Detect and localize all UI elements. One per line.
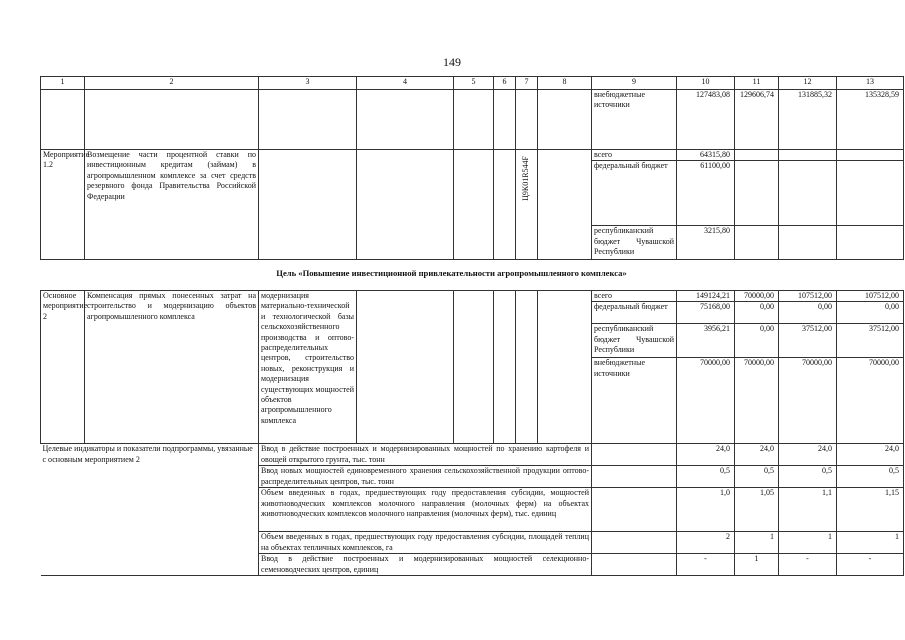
value-cell: 0,00 xyxy=(735,324,779,358)
indicator-text: Ввод в действие построенных и модернизированных мощностей селекционно-семеноводческих центров, единиц xyxy=(259,554,592,576)
value-cell: 70000,00 xyxy=(735,358,779,444)
value-cell: 37512,00 xyxy=(837,324,904,358)
funding-source: республиканский бюджет Чувашской Республики xyxy=(592,324,677,358)
value-cell: 70000,00 xyxy=(779,358,837,444)
value-cell: 1,05 xyxy=(735,488,779,532)
value-cell: 1 xyxy=(735,532,779,554)
table-row xyxy=(41,150,904,161)
funding-source: федеральный бюджет xyxy=(592,302,677,324)
main-activity-goal: модернизация материально-технической и технологической базы сельскохозяйственного производства и оптово-распределительных центров, строительство новых, реконструкция и модернизация существующих мощностей объектов агропромышленного комплекса xyxy=(259,291,357,444)
value-cell: 107512,00 xyxy=(837,291,904,302)
value-cell: 1 xyxy=(779,532,837,554)
value-cell: 1 xyxy=(837,532,904,554)
indicator-text: Ввод в действие построенных и модернизированных мощностей по хранению картофеля и овощей открытого грунта, тыс. тонн xyxy=(259,444,592,466)
col-header: 5 xyxy=(454,77,494,90)
indicator-text: Ввод новых мощностей единовременного хранения сельскохозяйственной продукции оптово-распределительных центров, тыс. тонн xyxy=(259,466,592,488)
value-cell: 1 xyxy=(735,554,779,576)
goal-heading: Цель «Повышение инвестиционной привлекательности агропромышленного комплекса» xyxy=(276,268,627,278)
indicator-row xyxy=(41,444,904,466)
column-number-row xyxy=(41,77,904,90)
funding-source: всего xyxy=(592,150,677,161)
value-cell: 0,5 xyxy=(677,466,735,488)
funding-source: всего xyxy=(592,291,677,302)
value-cell: 1,0 xyxy=(677,488,735,532)
value-cell: 0,00 xyxy=(779,302,837,324)
value-cell: 131885,32 xyxy=(779,90,837,150)
col-header: 13 xyxy=(837,77,904,90)
funding-source: внебюджетные источники xyxy=(592,358,677,444)
main-activity-label: Основное мероприятие 2 xyxy=(41,291,85,444)
value-cell: 64315,80 xyxy=(677,150,735,161)
value-cell: 0,00 xyxy=(735,302,779,324)
table-row xyxy=(41,90,904,150)
budget-code xyxy=(516,150,538,260)
value-cell: 24,0 xyxy=(837,444,904,466)
value-cell: 37512,00 xyxy=(779,324,837,358)
budget-code-text: Ц9К01R544F xyxy=(521,156,531,201)
col-header: 3 xyxy=(259,77,357,90)
value-cell: - xyxy=(837,554,904,576)
value-cell: 70000,00 xyxy=(677,358,735,444)
funding-table-continued xyxy=(40,76,904,260)
col-header: 10 xyxy=(677,77,735,90)
measure-description: Возмещение части процентной ставки по инвестиционным кредитам (займам) в агропромышленном комплексе за счет средств резервного фонда Правительства Российской Федерации xyxy=(85,150,259,260)
value-cell: - xyxy=(779,554,837,576)
value-cell: 0,5 xyxy=(735,466,779,488)
value-cell: 107512,00 xyxy=(779,291,837,302)
measure-label: Мероприятие 1.2 xyxy=(41,150,85,260)
value-cell: 75168,00 xyxy=(677,302,735,324)
value-cell: 1,15 xyxy=(837,488,904,532)
value-cell: 1,1 xyxy=(779,488,837,532)
col-header: 9 xyxy=(592,77,677,90)
value-cell: 135328,59 xyxy=(837,90,904,150)
col-header: 1 xyxy=(41,77,85,90)
value-cell: 0,5 xyxy=(779,466,837,488)
col-header: 2 xyxy=(85,77,259,90)
indicators-label: Целевые индикаторы и показатели подпрограммы, увязанные с основным мероприятием 2 xyxy=(41,444,259,576)
value-cell: 24,0 xyxy=(735,444,779,466)
value-cell: - xyxy=(677,554,735,576)
main-activity-description: Компенсация прямых понесенных затрат на строительство и модернизацию объектов агропромышленного комплекса xyxy=(85,291,259,444)
value-cell: 129606,74 xyxy=(735,90,779,150)
funding-source: внебюджетные источники xyxy=(592,90,677,150)
value-cell: 24,0 xyxy=(677,444,735,466)
indicator-text: Объем введенных в годах, предшествующих году предоставления субсидии, мощностей животноводческих комплексов молочного направления (молочных ферм) на объектах животноводческих комплексов молочного направления (молочных ферм), тыс. единиц xyxy=(259,488,592,532)
value-cell: 127483,08 xyxy=(677,90,735,150)
table-row xyxy=(41,291,904,302)
value-cell: 70000,00 xyxy=(735,291,779,302)
value-cell: 70000,00 xyxy=(837,358,904,444)
funding-source: республиканский бюджет Чувашской Республики xyxy=(592,226,677,260)
value-cell: 149124,21 xyxy=(677,291,735,302)
col-header: 12 xyxy=(779,77,837,90)
funding-source: федеральный бюджет xyxy=(592,161,677,226)
col-header: 8 xyxy=(538,77,592,90)
funding-table-main-activity xyxy=(40,290,904,576)
col-header: 7 xyxy=(516,77,538,90)
value-cell: 0,00 xyxy=(837,302,904,324)
page-number: 149 xyxy=(443,55,461,69)
value-cell: 61100,00 xyxy=(677,161,735,226)
value-cell: 24,0 xyxy=(779,444,837,466)
value-cell: 3215,80 xyxy=(677,226,735,260)
col-header: 4 xyxy=(357,77,454,90)
col-header: 11 xyxy=(735,77,779,90)
indicator-text: Объем введенных в годах, предшествующих году предоставления субсидии, площадей теплиц на объектах тепличных комплексов, га xyxy=(259,532,592,554)
value-cell: 3956,21 xyxy=(677,324,735,358)
col-header: 6 xyxy=(494,77,516,90)
value-cell: 2 xyxy=(677,532,735,554)
value-cell: 0,5 xyxy=(837,466,904,488)
